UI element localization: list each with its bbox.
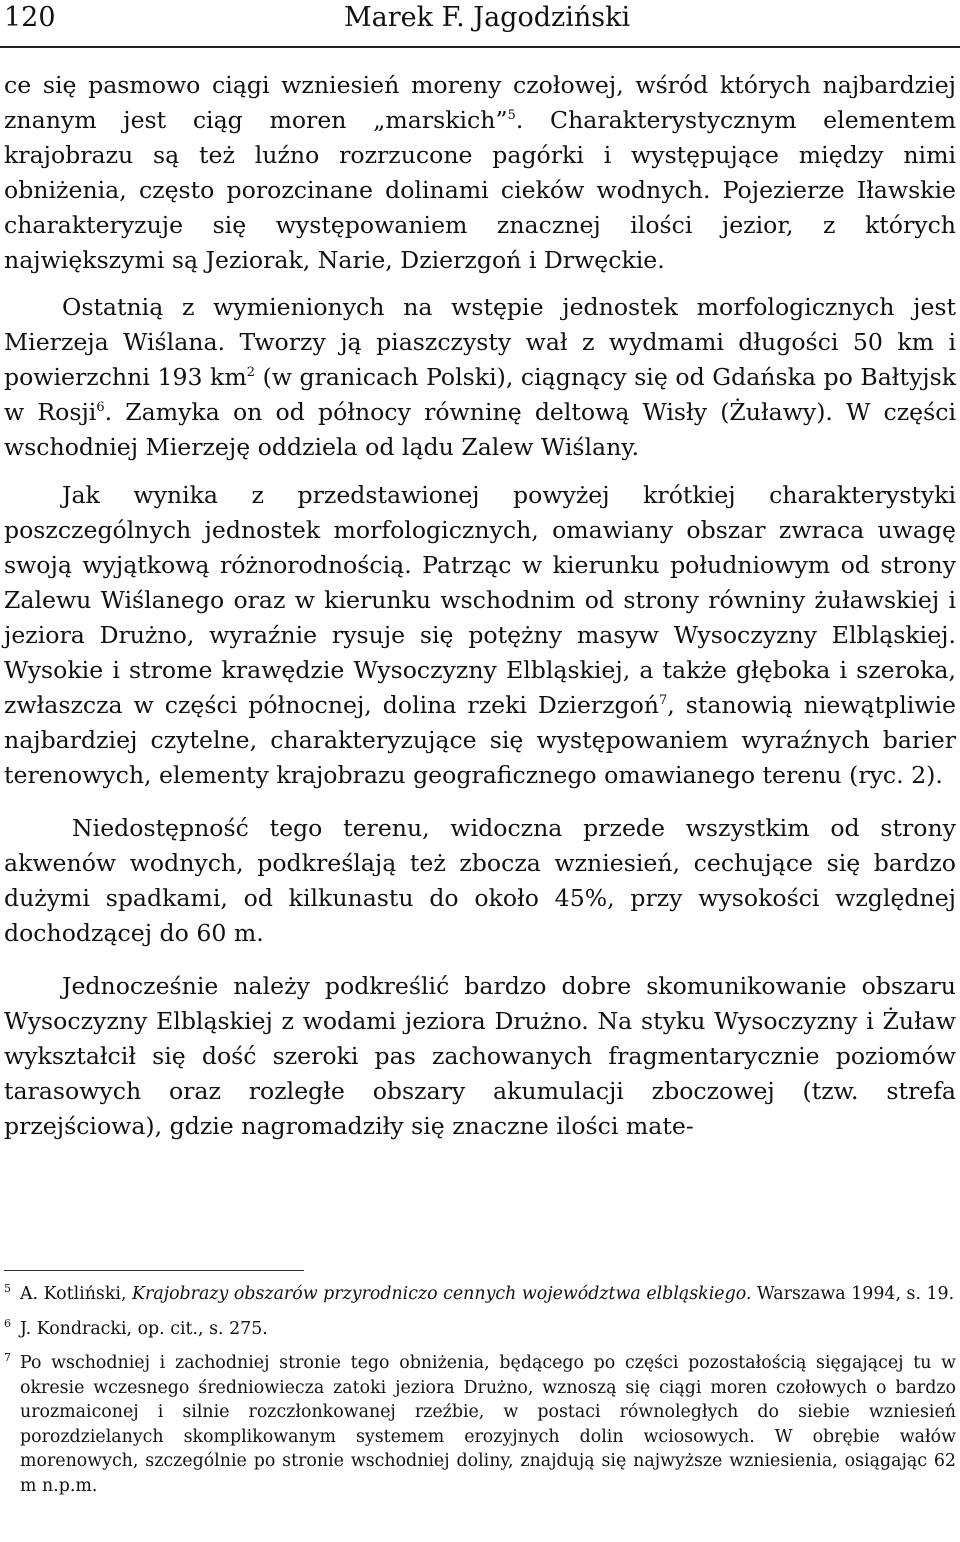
- paragraph-1: [4, 68, 956, 278]
- footnote-ref-7[interactable]: 7: [659, 693, 668, 709]
- superscript-2: 2: [246, 365, 255, 381]
- page-number: 120: [4, 2, 56, 33]
- paragraph-3-text-a: Jak wynika z przedstawionej powyżej krótkiej charakterystyki poszczególnych jednostek morfologicznych, omawiany obszar zwraca uwagę swoją wyjątkową różnorodnością. Patrząc w kierunku południowym od strony Zalewu Wiślanego oraz w kierunku wschodnim od strony równiny żuławskiej i jeziora Drużno, wyraźnie rysuje się potężny masyw Wysoczyzny Elbląskiej. Wysokie i strome krawędzie Wysoczyzny Elbląskiej, a także głęboka i szeroka, zwłaszcza w części północnej, dolina rzeki Dzierzgoń: [4, 481, 956, 719]
- footnote-rule: [4, 1270, 304, 1271]
- paragraph-4: Niedostępność tego terenu, widoczna przede wszystkim od strony akwenów wodnych, podkreślają też zbocza wzniesień, cechujące się bardzo dużymi spadkami, od kilkunastu do około 45%, przy wysokości względnej dochodzącej do 60 m.: [4, 814, 956, 947]
- footnote-rest: Warszawa 1994, s. 19.: [751, 1284, 955, 1304]
- paragraph-1-text-a: ce się pasmowo ciągi wzniesień moreny czołowej, wśród których najbardziej znanym jest ciąg moren „marskich”: [4, 71, 956, 134]
- footnote-ref-6[interactable]: 6: [96, 400, 105, 416]
- running-head: Marek F. Jagodziński: [344, 2, 631, 33]
- paragraph-5: Jednocześnie należy podkreślić bardzo dobre skomunikowanie obszaru Wysoczyzny Elbląskiej z wodami jeziora Drużno. Na styku Wysoczyzny i Żuław wykształcił się dość szeroki pas zachowanych fragmentarycznie poziomów tarasowych oraz rozległe obszary akumulacji zboczowej (tzw. strefa przejściowa), gdzie nagromadziły się znaczne ilości mate-: [4, 972, 956, 1140]
- paragraph-2-text-a: Ostatnią z wymienionych na wstępie jednostek morfologicznych jest Mierzeja Wiślana. Tworzy ją piaszczysty wał z wydmami długości 50 km i powierzchni 193 km: [4, 293, 956, 391]
- footnote-text: Po wschodniej i zachodniej stronie tego obniżenia, będącego po części pozostałością sięgającej tu w okresie wczesnego średniowiecza zatoki jeziora Drużno, wznoszą się ciągi moren czołowych o bardzo urozmaiconej i silnie rozczłonkowanej rzeźbie, w postaci równoległych do siebie wzniesień porozdzielanych skomplikowanym systemem erozyjnych dolin wciosowych. W obrębie wałów morenowych, szczególnie po stronie wschodniej doliny, znajdują się najwyższe wzniesienia, osiągając 62 m n.p.m.: [20, 1353, 956, 1496]
- footnote-author: A. Kotliński,: [20, 1284, 133, 1304]
- footnote-text: J. Kondracki, op. cit., s. 275.: [20, 1318, 268, 1339]
- paragraph-2-text-c: . Zamyka on od północy równinę deltową Wisły (Żuławy). W części wschodniej Mierzeję oddziela od lądu Zalew Wiślany.: [4, 398, 956, 461]
- paragraph-3-text-b: , stanowią niewątpliwie najbardziej czytelne, charakteryzujące się występowaniem wyraźnych barier terenowych, elementy krajobrazu geograficznego omawianego terenu (ryc. 2).: [4, 691, 956, 789]
- footnote-5: 5 A. Kotliński, Krajobrazy obszarów przyrodniczo cennych województwa elbląskiego. Warszawa 1994, s. 19.: [4, 1282, 955, 1304]
- footnote-ref-5[interactable]: 5: [507, 108, 516, 124]
- paragraph-2-text-b: (w granicach Polski), ciągnący się od Gdańska po Bałtyjsk w Rosji: [4, 363, 956, 426]
- footnote-title: Krajobrazy obszarów przyrodniczo cennych województwa elbląskiego.: [132, 1284, 752, 1304]
- footnote-7: 7 Po wschodniej i zachodniej stronie tego obniżenia, będącego po części pozostałością sięgającej tu w okresie wczesnego średniowiecza zatoki jeziora Drużno, wznoszą się ciągi moren czołowych o bardzo urozmaiconej i silnie rozczłonkowanej rzeźbie, w postaci równoległych do siebie wzniesień porozdzielanych skomplikowanym systemem erozyjnych dolin wciosowych. W obrębie wałów morenowych, szczególnie po stronie wschodniej doliny, znajdują się najwyższe wzniesienia, osiągając 62 m n.p.m.: [4, 1351, 956, 1496]
- header-rule: [0, 46, 960, 48]
- body-text: [4, 68, 956, 1144]
- footnotes: [4, 1282, 956, 1508]
- page-header: [0, 0, 960, 44]
- paragraph-3: [4, 478, 956, 793]
- footnote-6: 6 J. Kondracki, op. cit., s. 275.: [4, 1316, 268, 1339]
- paragraph-1-text-b: . Charakterystycznym elementem krajobrazu są też luźno rozrzucone pagórki i występujące między nimi obniżenia, często porozcinane dolinami cieków wodnych. Pojezierze Iławskie charakteryzuje się występowaniem znacznej ilości jezior, z których największymi są Jeziorak, Narie, Dzierzgoń i Drwęckie.: [4, 106, 956, 274]
- paragraph-2: [4, 290, 956, 465]
